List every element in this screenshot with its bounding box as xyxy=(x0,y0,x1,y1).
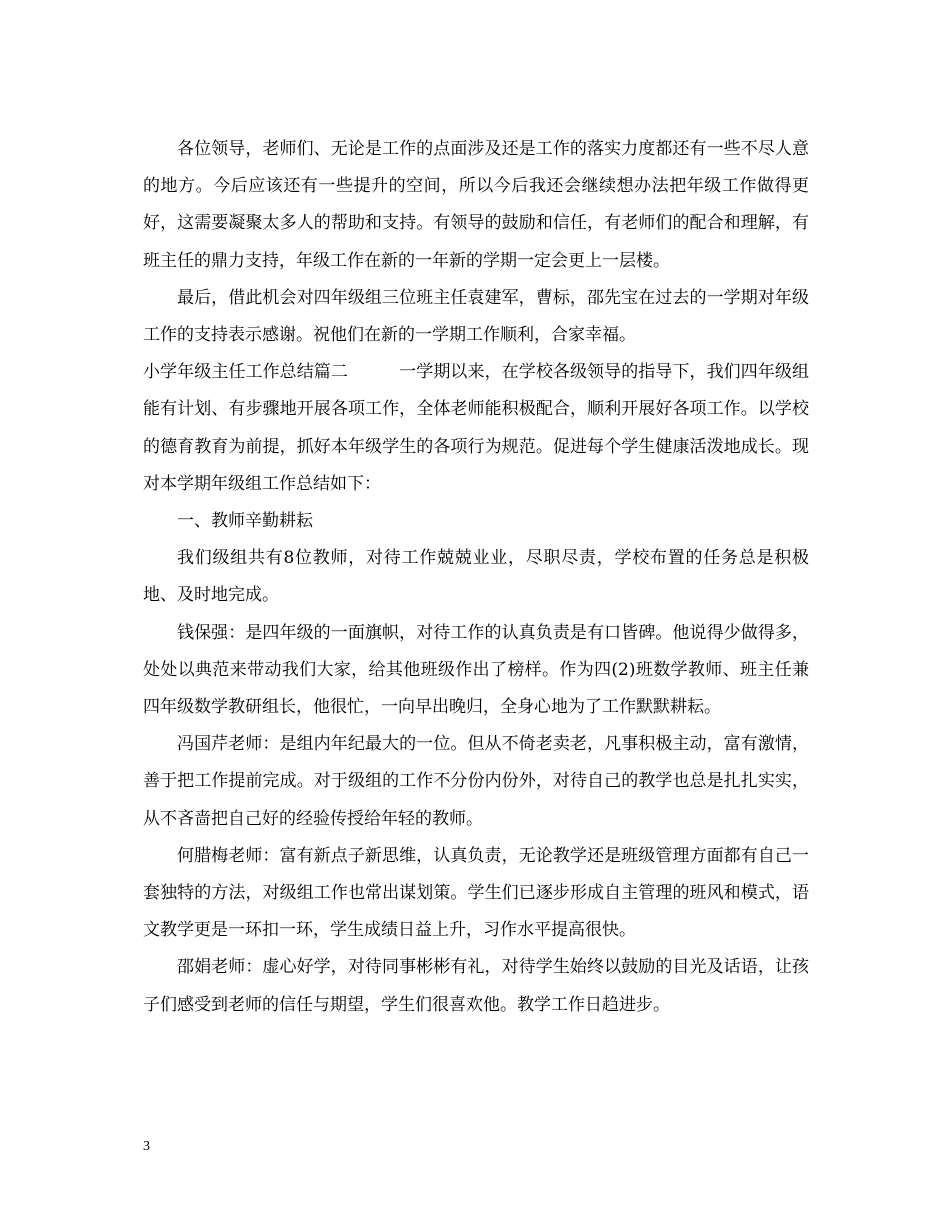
paragraph-teacher-he: 何腊梅老师：富有新点子新思维，认真负责，无论教学还是班级管理方面都有自己一套独特的方法，对级组工作也常出谋划策。学生们已逐步形成自主管理的班风和模式，语文教学更是一环扣一环，学生成绩日益上升，习作水平提高很快。 xyxy=(143,845,809,941)
document-body xyxy=(143,131,809,1024)
paragraph-teacher-shao: 邵娟老师：虚心好学，对待同事彬彬有礼，对待学生始终以鼓励的目光及话语，让孩子们感受到老师的信任与期望，学生们很喜欢他。教学工作日趋进步。 xyxy=(143,957,809,1015)
paragraph-thanks: 最后，借此机会对四年级组三位班主任袁建军，曹标，邵先宝在过去的一学期对年级工作的支持表示感谢。祝他们在新的一学期工作顺利，合家幸福。 xyxy=(143,287,809,346)
paragraph-teacher-qian: 钱保强：是四年级的一面旗帜，对待工作的认真负责是有口皆碑。他说得少做得多，处处以典范来带动我们大家，给其他班级作出了榜样。作为四(2)班数学教师、班主任兼四年级数学教研组长，他很忙，一向早出晚归，全身心地为了工作默默耕耘。 xyxy=(143,622,809,718)
section-heading-teachers: 一、教师辛勤耕耘 xyxy=(177,511,313,532)
paragraph-closing-remarks: 各位领导，老师们、无论是工作的点面涉及还是工作的落实力度都还有一些不尽人意的地方。今后应该还有一些提升的空间，所以今后我还会继续想办法把年级工作做得更好，这需要凝聚太多人的帮助和支持。有领导的鼓励和信任，有老师们的配合和理解，有班主任的鼎力支持，年级工作在新的一年新的学期一定会更上一层楼。 xyxy=(143,139,809,271)
paragraph-teacher-overview: 我们级组共有8位教师，对待工作兢兢业业，尽职尽责，学校布置的任务总是积极地、及时地完成。 xyxy=(143,548,809,606)
page-number: 3 xyxy=(143,1139,150,1154)
paragraph-section-two-intro: 小学年级主任工作总结篇二 一学期以来，在学校各级领导的指导下，我们四年级组能有计划、有步骤地开展各项工作，全体老师能积极配合，顺利开展好各项工作。以学校的德育教育为前提，抓好本年级学生的各项行为规范。促进每个学生健康活泼地成长。现对本学期年级组工作总结如下： xyxy=(143,362,809,494)
paragraph-teacher-feng: 冯国芹老师：是组内年纪最大的一位。但从不倚老卖老，凡事积极主动，富有激情，善于把工作提前完成。对于级组的工作不分份内份外，对待自己的教学也总是扎扎实实，从不吝啬把自己好的经验传授给年轻的教师。 xyxy=(143,734,809,829)
